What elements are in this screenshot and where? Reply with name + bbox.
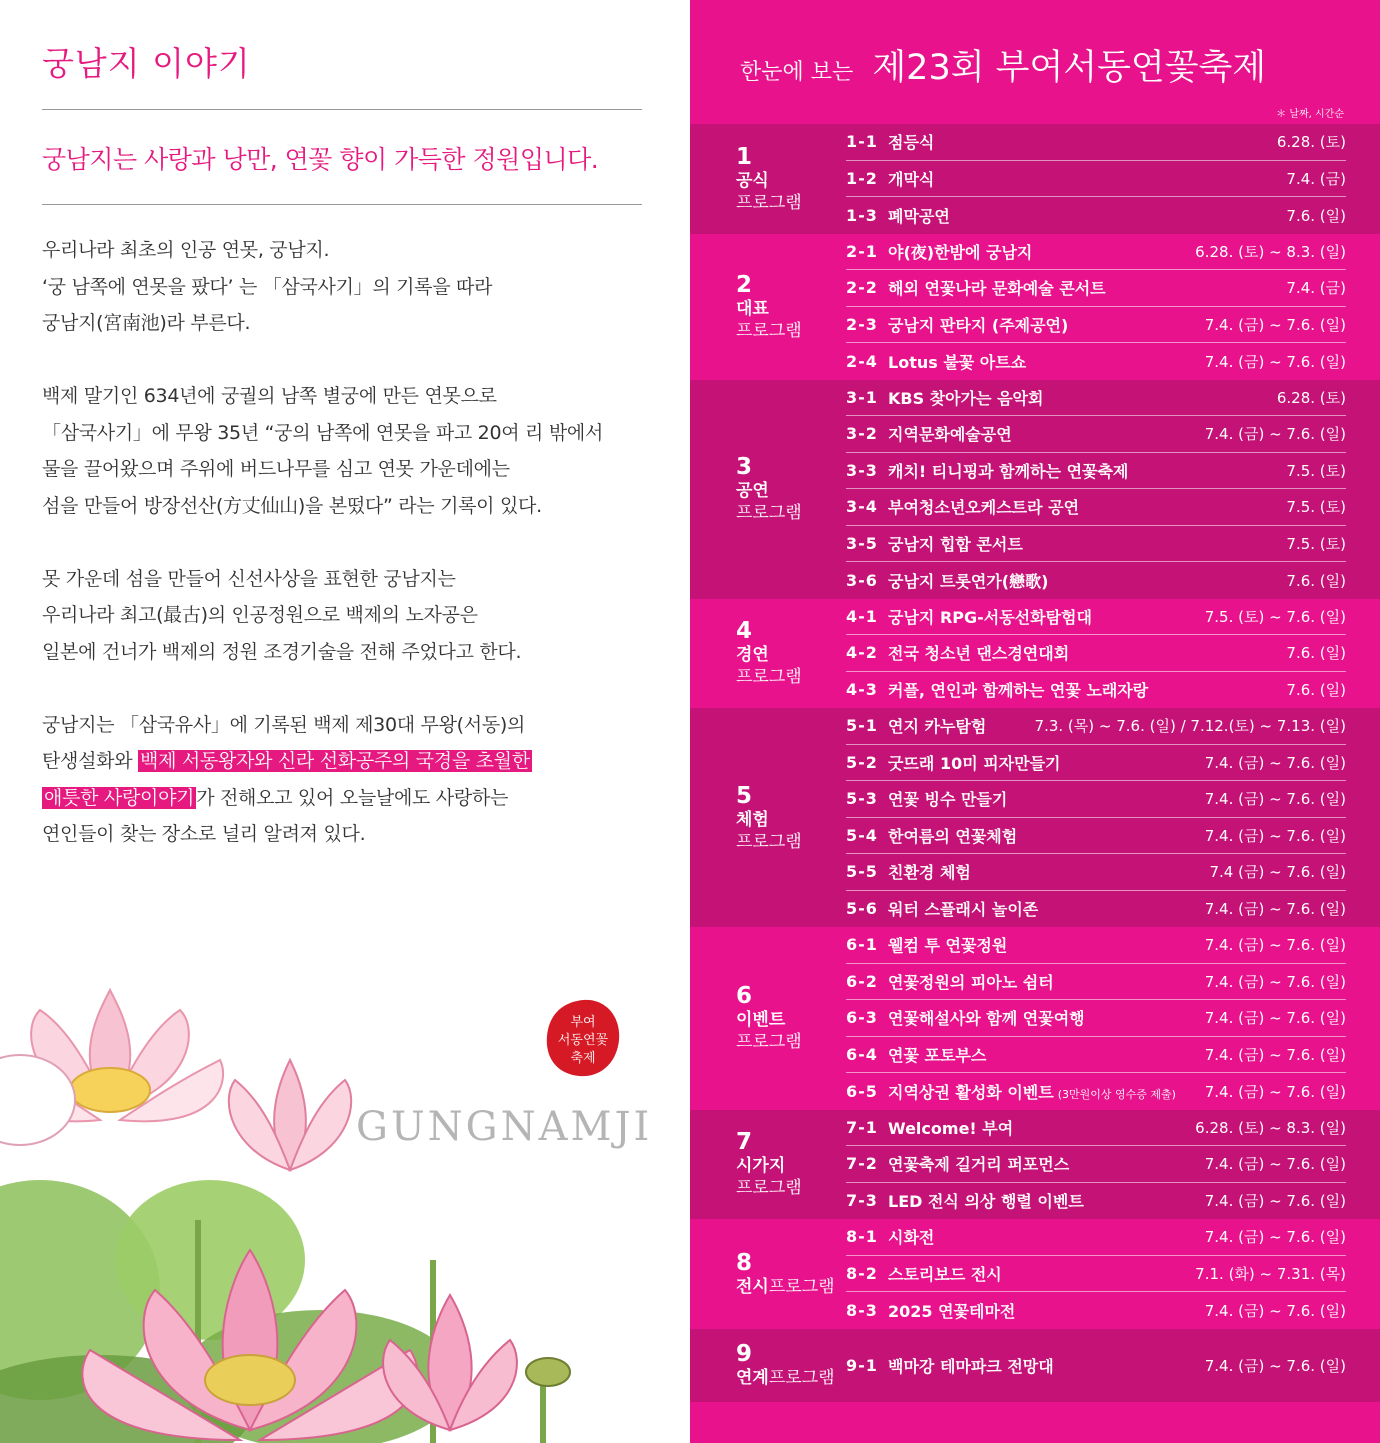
category-name bbox=[736, 170, 846, 192]
program-name-text: 커플, 연인과 함께하는 연꽃 노래자랑 bbox=[888, 681, 1149, 701]
program-row bbox=[846, 1219, 1346, 1256]
program-name-text: KBS 찾아가는 음악회 bbox=[888, 388, 1044, 408]
program-number: 8-3 bbox=[846, 1300, 878, 1320]
program-row bbox=[846, 307, 1346, 344]
program-name-text: 지역상권 활성화 이벤트 bbox=[888, 1082, 1054, 1102]
program-group bbox=[690, 1329, 1380, 1402]
program-name bbox=[888, 1043, 1205, 1066]
program-name-text: 친환경 체험 bbox=[888, 863, 971, 883]
category-number: 5 bbox=[736, 782, 753, 809]
program-row bbox=[846, 781, 1346, 818]
category-number: 1 bbox=[736, 143, 753, 170]
program-group bbox=[690, 1110, 1380, 1220]
program-date: 7.5. (토) ~ 7.6. (일) bbox=[1204, 607, 1346, 626]
text-segment: 탄생설화와 bbox=[42, 750, 139, 772]
program-name bbox=[888, 495, 1286, 518]
category-number: 8 bbox=[736, 1249, 753, 1276]
program-category bbox=[690, 1219, 846, 1329]
program-date: 7.4. (금) bbox=[1286, 279, 1346, 298]
program-rows bbox=[846, 234, 1380, 380]
program-name-text: 점등식 bbox=[888, 133, 935, 153]
category-label: 공식 bbox=[736, 170, 769, 191]
brand-wordmark: GUNGNAMJI bbox=[356, 1104, 653, 1150]
program-category bbox=[690, 708, 846, 927]
program-rows bbox=[846, 1110, 1380, 1220]
program-row bbox=[846, 599, 1346, 636]
program-name bbox=[888, 240, 1195, 263]
program-name bbox=[888, 787, 1205, 810]
program-number: 3-6 bbox=[846, 570, 878, 590]
program-category bbox=[690, 927, 846, 1110]
program-name bbox=[888, 1189, 1205, 1212]
category-label: 공연 bbox=[736, 481, 769, 501]
program-name bbox=[888, 1299, 1205, 1322]
category-number: 7 bbox=[736, 1129, 753, 1156]
program-name bbox=[888, 1262, 1195, 1285]
program-name bbox=[888, 714, 1035, 737]
program-date: 7.1. (화) ~ 7.31. (목) bbox=[1195, 1264, 1346, 1283]
program-number: 7-1 bbox=[846, 1117, 878, 1137]
program-group bbox=[690, 380, 1380, 599]
program-name bbox=[888, 276, 1286, 299]
program-number: 7-3 bbox=[846, 1191, 878, 1211]
program-name-text: 연꽃정원의 피아노 쉼터 bbox=[888, 972, 1054, 992]
text-line: 물을 끌어왔으며 주위에 버드나무를 심고 연못 가운데에는 bbox=[42, 458, 510, 480]
program-row bbox=[846, 562, 1346, 599]
text-line: 못 가운데 섬을 만들어 신선사상을 표현한 궁남지는 bbox=[42, 567, 456, 590]
program-row bbox=[846, 1000, 1346, 1037]
program-name bbox=[888, 350, 1205, 373]
program-name-text: 전국 청소년 댄스경연대회 bbox=[888, 644, 1070, 664]
program-name bbox=[888, 532, 1286, 555]
text-line: 궁남지는 「삼국유사」에 기록된 백제 제30대 무왕(서동)의 bbox=[42, 713, 526, 736]
category-number: 3 bbox=[736, 454, 753, 480]
program-number: 6-4 bbox=[846, 1044, 878, 1064]
program-date: 7.4. (금) ~ 7.6. (일) bbox=[1204, 753, 1346, 772]
program-row bbox=[846, 343, 1346, 380]
program-row bbox=[846, 270, 1346, 307]
program-name bbox=[888, 204, 1286, 227]
program-group bbox=[690, 1219, 1380, 1329]
category-name bbox=[736, 1009, 846, 1031]
category-sub-label: 프로그램 bbox=[768, 1276, 835, 1297]
program-name bbox=[888, 569, 1286, 592]
program-row bbox=[846, 672, 1346, 709]
category-sub-label: 프로그램 bbox=[736, 320, 802, 341]
program-name bbox=[888, 130, 1277, 153]
program-number: 3-5 bbox=[846, 533, 878, 553]
highlight-text: 백제 서동왕자와 신라 선화공주의 국경을 초월한 bbox=[140, 750, 530, 772]
program-number: 4-3 bbox=[846, 680, 878, 700]
page-title: 궁남지 이야기 bbox=[42, 44, 251, 83]
program-rows bbox=[846, 1219, 1380, 1329]
category-label: 이벤트 bbox=[736, 1010, 786, 1031]
program-date: 7.4. (금) ~ 7.6. (일) bbox=[1204, 936, 1346, 955]
program-row bbox=[846, 1329, 1346, 1402]
program-number: 2-2 bbox=[846, 278, 878, 298]
program-number: 3-4 bbox=[846, 497, 878, 517]
program-row bbox=[846, 489, 1346, 526]
program-number: 5-5 bbox=[846, 862, 878, 882]
program-date: 7.5. (토) bbox=[1286, 498, 1346, 517]
program-number: 5-2 bbox=[846, 752, 878, 772]
text-line: 우리나라 최초의 인공 연못, 궁남지. bbox=[42, 239, 330, 261]
program-rows bbox=[846, 380, 1380, 599]
program-name-text: 백마강 테마파크 전망대 bbox=[888, 1356, 1054, 1376]
program-number: 6-2 bbox=[846, 971, 878, 991]
program-date: 6.28. (토) ~ 8.3. (일) bbox=[1195, 242, 1346, 261]
text-line: 일본에 건너가 백제의 정원 조경기술을 전해 주었다고 한다. bbox=[42, 640, 522, 663]
program-name-text: 궁남지 판타지 (주제공연) bbox=[888, 315, 1069, 335]
program-name-text: 폐막공연 bbox=[888, 206, 950, 226]
category-sub-label: 프로그램 bbox=[736, 1032, 802, 1053]
program-name-text: 연지 카누탐험 bbox=[888, 717, 987, 737]
story-body bbox=[42, 232, 662, 889]
program-number: 2-3 bbox=[846, 314, 878, 334]
program-date: 7.4. (금) ~ 7.6. (일) bbox=[1204, 352, 1346, 371]
category-sub-label: 프로그램 bbox=[736, 1178, 802, 1199]
program-date: 7.4. (금) ~ 7.6. (일) bbox=[1204, 1192, 1346, 1211]
program-date: 7.4. (금) ~ 7.6. (일) bbox=[1204, 1228, 1346, 1247]
program-number: 7-2 bbox=[846, 1154, 878, 1174]
category-name bbox=[736, 809, 846, 831]
story-paragraph-4 bbox=[42, 707, 662, 853]
program-date: 7.4. (금) ~ 7.6. (일) bbox=[1204, 1356, 1346, 1375]
category-number: 2 bbox=[736, 271, 753, 298]
program-name bbox=[888, 897, 1205, 920]
program-category bbox=[690, 599, 846, 709]
program-name-text: 야(夜)한밤에 궁남지 bbox=[888, 242, 1033, 262]
program-date: 7.4. (금) ~ 7.6. (일) bbox=[1204, 315, 1346, 334]
program-name-text: 워터 스플래시 놀이존 bbox=[888, 900, 1039, 920]
program-number: 6-3 bbox=[846, 1008, 878, 1028]
program-name-text: 캐치! 티니핑과 함께하는 연꽃축제 bbox=[888, 461, 1129, 481]
text-line: 「삼국사기」에 무왕 35년 “궁의 남쪽에 연못을 파고 20여 리 밖에서 bbox=[42, 421, 603, 444]
program-name-text: Welcome! 부여 bbox=[888, 1118, 1014, 1138]
program-date: 7.6. (일) bbox=[1286, 206, 1346, 225]
divider-bottom bbox=[42, 204, 642, 205]
program-number: 9-1 bbox=[846, 1355, 878, 1375]
category-sub-label: 프로그램 bbox=[736, 831, 802, 852]
program-date: 7.4. (금) ~ 7.6. (일) bbox=[1204, 826, 1346, 845]
text-line: 백제 말기인 634년에 궁궐의 남쪽 별궁에 만든 연못으로 bbox=[42, 385, 497, 407]
program-number: 2-1 bbox=[846, 241, 878, 261]
program-category bbox=[690, 380, 846, 599]
program-row bbox=[846, 380, 1346, 417]
program-row bbox=[846, 818, 1346, 855]
program-row bbox=[846, 1110, 1346, 1147]
category-name bbox=[736, 1367, 846, 1389]
program-number: 5-3 bbox=[846, 789, 878, 809]
program-row bbox=[846, 453, 1346, 490]
text-line: 궁남지(宮南池)라 부른다. bbox=[42, 312, 251, 334]
program-name-text: 굿뜨래 10미 피자만들기 bbox=[888, 753, 1061, 773]
program-name bbox=[888, 1152, 1205, 1175]
program-row bbox=[846, 1256, 1346, 1293]
program-note: (3만원이상 영수증 제출) bbox=[1057, 1087, 1176, 1101]
program-group bbox=[690, 599, 1380, 709]
program-name bbox=[888, 459, 1286, 482]
program-name-text: LED 전식 의상 행렬 이벤트 bbox=[888, 1192, 1084, 1212]
program-number: 1-1 bbox=[846, 132, 878, 152]
program-date: 7.4. (금) bbox=[1286, 169, 1346, 188]
category-label: 체험 bbox=[736, 809, 769, 830]
program-number: 6-5 bbox=[846, 1081, 878, 1101]
program-row bbox=[846, 161, 1346, 198]
program-name bbox=[888, 933, 1205, 956]
program-number: 5-1 bbox=[846, 716, 878, 736]
program-date: 7.5. (토) bbox=[1286, 534, 1346, 553]
program-date: 6.28. (토) bbox=[1276, 388, 1346, 407]
category-sub-label: 프로그램 bbox=[736, 192, 802, 213]
program-category bbox=[690, 234, 846, 380]
program-rows bbox=[846, 927, 1380, 1110]
program-name-text: 지역문화예술공연 bbox=[888, 425, 1012, 445]
program-name-text: 연꽃축제 길거리 퍼포먼스 bbox=[888, 1155, 1070, 1175]
program-name-text: 연꽃 포토부스 bbox=[888, 1045, 987, 1065]
category-label: 전시 bbox=[736, 1276, 769, 1297]
program-name bbox=[888, 1080, 1205, 1103]
program-date: 7.4 (금) ~ 7.6. (일) bbox=[1209, 863, 1346, 882]
program-name-text: 2025 연꽃테마전 bbox=[888, 1301, 1016, 1321]
category-label: 대표 bbox=[736, 298, 769, 319]
program-date: 6.28. (토) bbox=[1276, 133, 1346, 152]
category-number: 9 bbox=[736, 1341, 753, 1367]
category-name bbox=[736, 298, 846, 320]
page-subtitle: 궁남지는 사랑과 낭만, 연꽃 향이 가득한 정원입니다. bbox=[42, 145, 599, 174]
program-number: 3-2 bbox=[846, 424, 878, 444]
category-number: 6 bbox=[736, 983, 753, 1010]
program-row bbox=[846, 1073, 1346, 1110]
program-row bbox=[846, 1292, 1346, 1329]
text-line: 우리나라 최고(最古)의 인공정원으로 백제의 노자공은 bbox=[42, 604, 478, 626]
program-name-text: 궁남지 트롯연가(戀歌) bbox=[888, 571, 1049, 591]
text-segment: 가 전해오고 있어 오늘날에도 사랑하는 bbox=[196, 786, 509, 809]
program-number: 3-3 bbox=[846, 460, 878, 480]
program-group bbox=[690, 927, 1380, 1110]
category-sub-label: 프로그램 bbox=[736, 503, 802, 523]
svg-text:부여: 부여 bbox=[570, 1015, 596, 1030]
program-date: 7.4. (금) ~ 7.6. (일) bbox=[1204, 425, 1346, 444]
program-name bbox=[888, 1354, 1205, 1377]
category-name bbox=[736, 480, 846, 502]
schedule-title-prefix: 한눈에 보는 bbox=[740, 60, 854, 85]
program-name-text: 스토리보드 전시 bbox=[888, 1264, 1002, 1284]
program-group bbox=[690, 234, 1380, 380]
program-date: 7.4. (금) ~ 7.6. (일) bbox=[1204, 1155, 1346, 1174]
program-number: 4-1 bbox=[846, 606, 878, 626]
program-date: 7.4. (금) ~ 7.6. (일) bbox=[1204, 1045, 1346, 1064]
program-date: 7.4. (금) ~ 7.6. (일) bbox=[1204, 790, 1346, 809]
program-category bbox=[690, 1329, 846, 1402]
program-row bbox=[846, 416, 1346, 453]
highlight-text: 애틋한 사랑이야기 bbox=[44, 786, 195, 809]
program-name-text: 웰컴 투 연꽃정원 bbox=[888, 936, 1008, 956]
program-row bbox=[846, 1146, 1346, 1183]
program-date: 7.6. (일) bbox=[1286, 644, 1346, 663]
program-group bbox=[690, 124, 1380, 234]
schedule-table bbox=[690, 124, 1380, 1402]
text-line bbox=[42, 743, 662, 780]
program-row bbox=[846, 745, 1346, 782]
program-name bbox=[888, 824, 1205, 847]
program-number: 8-2 bbox=[846, 1263, 878, 1283]
program-name-text: 한여름의 연꽃체험 bbox=[888, 826, 1018, 846]
program-number: 1-2 bbox=[846, 168, 878, 188]
program-date: 7.4. (금) ~ 7.6. (일) bbox=[1204, 900, 1346, 919]
program-row bbox=[846, 234, 1346, 271]
program-row bbox=[846, 124, 1346, 161]
program-name bbox=[888, 1006, 1205, 1029]
story-paragraph-3 bbox=[42, 561, 662, 671]
program-date: 7.4. (금) ~ 7.6. (일) bbox=[1204, 1301, 1346, 1320]
program-date: 7.4. (금) ~ 7.6. (일) bbox=[1204, 972, 1346, 991]
program-row bbox=[846, 927, 1346, 964]
program-number: 8-1 bbox=[846, 1227, 878, 1247]
program-date: 7.4. (금) ~ 7.6. (일) bbox=[1204, 1082, 1346, 1101]
program-date: 6.28. (토) ~ 8.3. (일) bbox=[1195, 1118, 1346, 1137]
program-number: 1-3 bbox=[846, 205, 878, 225]
category-label: 시가지 bbox=[736, 1156, 786, 1177]
program-name bbox=[888, 605, 1205, 628]
program-name-text: Lotus 불꽃 아트쇼 bbox=[888, 352, 1027, 372]
program-row bbox=[846, 197, 1346, 234]
program-number: 5-6 bbox=[846, 899, 878, 919]
program-category bbox=[690, 1110, 846, 1220]
program-name bbox=[888, 313, 1205, 336]
program-name bbox=[888, 422, 1205, 445]
program-number: 5-4 bbox=[846, 825, 878, 845]
svg-text:서동연꽃: 서동연꽃 bbox=[557, 1033, 609, 1048]
category-name bbox=[736, 644, 846, 666]
text-line bbox=[42, 780, 662, 817]
schedule-title-main: 제23회 부여서동연꽃축제 bbox=[872, 48, 1267, 88]
program-rows bbox=[846, 1329, 1380, 1402]
program-name bbox=[888, 751, 1205, 774]
schedule-title bbox=[740, 40, 1266, 90]
category-number: 4 bbox=[736, 618, 753, 645]
program-rows bbox=[846, 599, 1380, 709]
program-name-text: 궁남지 힙합 콘서트 bbox=[888, 534, 1023, 554]
sort-note: ＊ 날짜, 시간순 bbox=[1276, 109, 1344, 120]
program-name bbox=[888, 970, 1205, 993]
program-number: 6-1 bbox=[846, 935, 878, 955]
program-number: 2-4 bbox=[846, 351, 878, 371]
program-row bbox=[846, 891, 1346, 928]
program-row bbox=[846, 708, 1346, 745]
program-name-text: 연꽃 빙수 만들기 bbox=[888, 790, 1008, 810]
program-row bbox=[846, 854, 1346, 891]
festival-seal-logo bbox=[543, 996, 623, 1080]
category-sub-label: 프로그램 bbox=[736, 667, 802, 688]
category-sub-label: 프로그램 bbox=[768, 1368, 835, 1388]
program-row bbox=[846, 1183, 1346, 1220]
program-group bbox=[690, 708, 1380, 927]
category-name bbox=[736, 1155, 846, 1177]
program-name-text: 시화전 bbox=[888, 1228, 935, 1248]
program-name-text: 궁남지 RPG-서동선화탐험대 bbox=[888, 607, 1092, 627]
text-line: 연인들이 찾는 장소로 널리 알려져 있다. bbox=[42, 823, 366, 845]
program-name-text: 연꽃해설사와 함께 연꽃여행 bbox=[888, 1009, 1085, 1029]
story-paragraph-2 bbox=[42, 378, 662, 524]
program-rows bbox=[846, 124, 1380, 234]
program-number: 3-1 bbox=[846, 387, 878, 407]
story-paragraph-1 bbox=[42, 232, 662, 342]
program-name bbox=[888, 641, 1286, 664]
program-row bbox=[846, 635, 1346, 672]
program-date: 7.6. (일) bbox=[1286, 681, 1346, 700]
category-label: 연계 bbox=[736, 1368, 769, 1388]
program-category bbox=[690, 124, 846, 234]
divider-top bbox=[42, 109, 642, 110]
program-row bbox=[846, 1037, 1346, 1074]
program-date: 7.5. (토) bbox=[1286, 461, 1346, 480]
program-name bbox=[888, 1225, 1205, 1248]
program-name bbox=[888, 386, 1277, 409]
program-number: 4-2 bbox=[846, 643, 878, 663]
program-rows bbox=[846, 708, 1380, 927]
text-line: 섬을 만들어 방장선산(方丈仙山)을 본떴다” 라는 기록이 있다. bbox=[42, 494, 542, 517]
program-name bbox=[888, 1116, 1195, 1139]
program-name bbox=[888, 167, 1286, 190]
category-label: 경연 bbox=[736, 645, 769, 666]
program-name-text: 부여청소년오케스트라 공연 bbox=[888, 498, 1080, 518]
program-date: 7.6. (일) bbox=[1286, 571, 1346, 590]
program-row bbox=[846, 964, 1346, 1001]
program-name-text: 개막식 bbox=[888, 169, 935, 189]
category-name bbox=[736, 1276, 846, 1298]
svg-text:축제: 축제 bbox=[570, 1051, 596, 1066]
text-line: ‘궁 남쪽에 연못을 팠다’ 는 「삼국사기」의 기록을 따라 bbox=[42, 275, 493, 298]
program-row bbox=[846, 526, 1346, 563]
right-page bbox=[690, 0, 1380, 1443]
program-date: 7.3. (목) ~ 7.6. (일) / 7.12.(토) ~ 7.13. (일) bbox=[1034, 717, 1346, 736]
program-name bbox=[888, 860, 1209, 883]
program-name-text: 해외 연꽃나라 문화예술 콘서트 bbox=[888, 279, 1106, 299]
program-name bbox=[888, 678, 1286, 701]
program-date: 7.4. (금) ~ 7.6. (일) bbox=[1204, 1009, 1346, 1028]
